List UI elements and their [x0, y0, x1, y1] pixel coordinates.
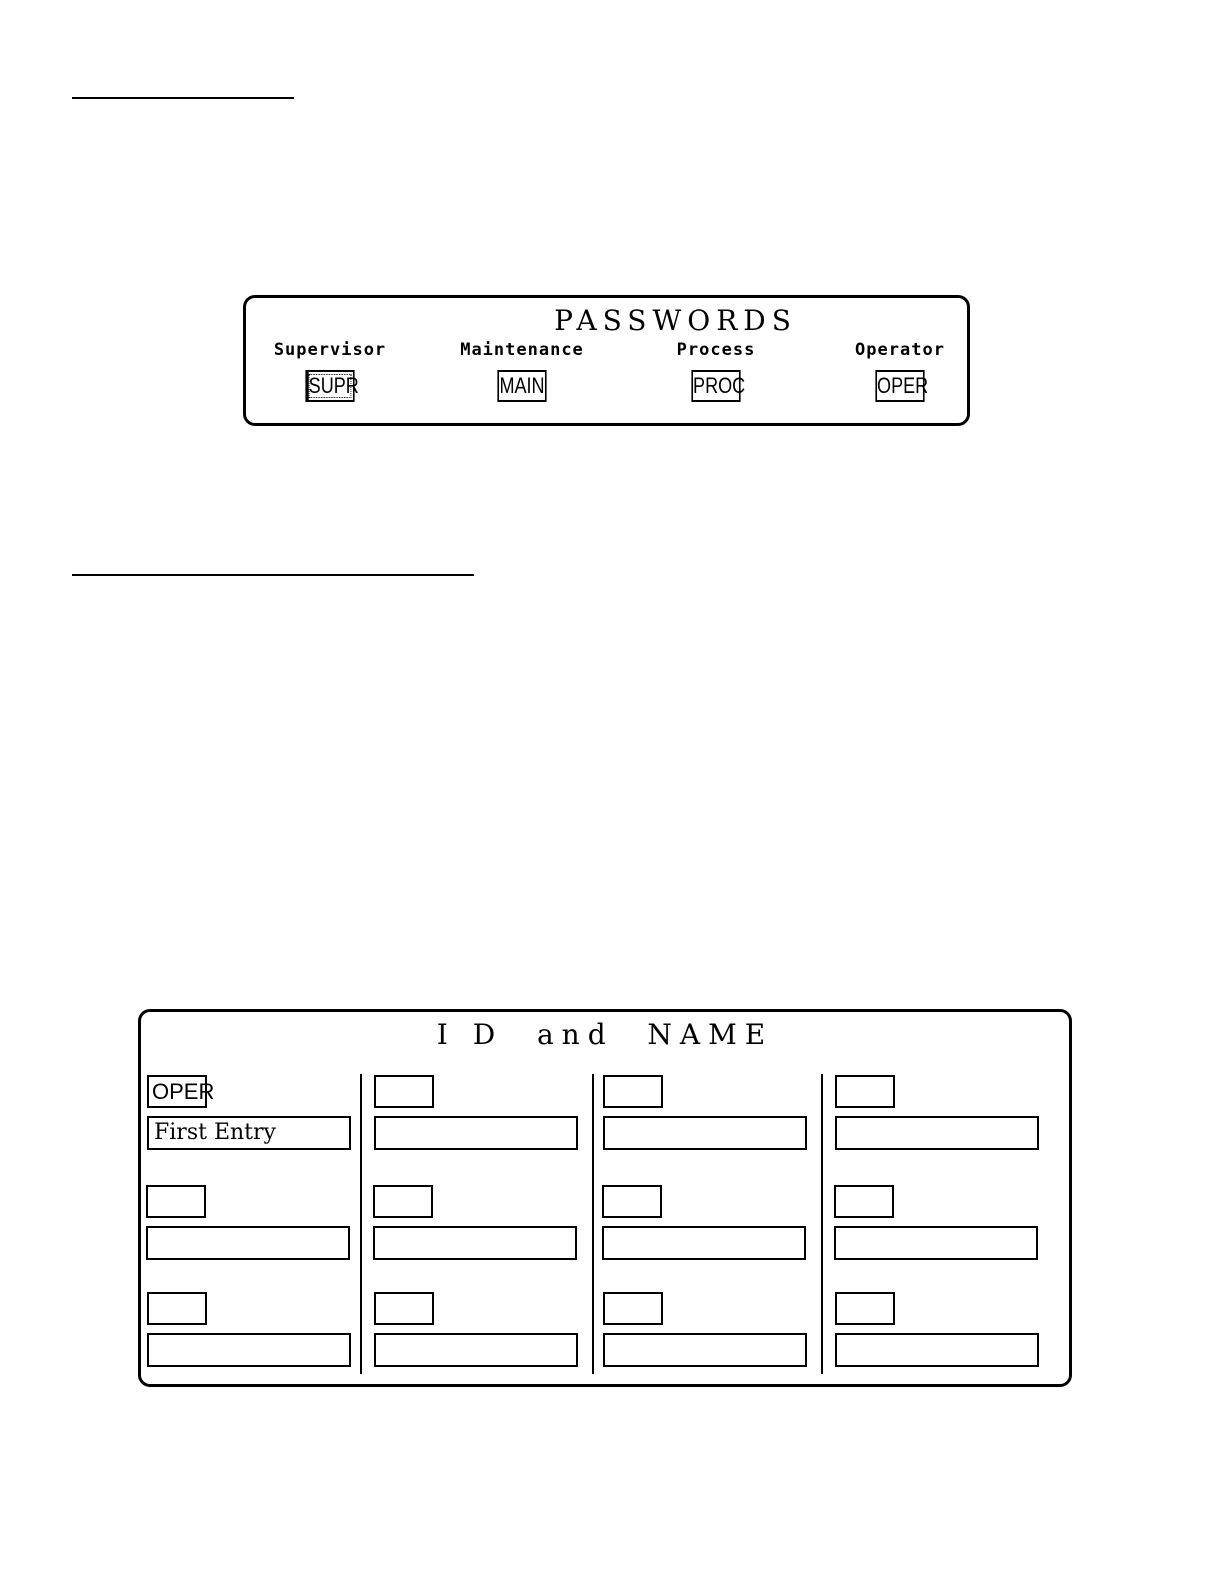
passwords-panel [243, 295, 970, 426]
id-field[interactable] [602, 1185, 662, 1218]
id-field[interactable] [603, 1292, 663, 1325]
name-field[interactable] [146, 1226, 350, 1260]
column-divider [360, 1074, 362, 1374]
supervisor-label: Supervisor [273, 340, 387, 360]
passwords-title: PASSWORDS [554, 304, 797, 337]
name-field[interactable] [603, 1116, 807, 1150]
id-field[interactable] [835, 1075, 895, 1108]
id-field[interactable] [146, 1185, 206, 1218]
operator-label: Operator [855, 340, 945, 360]
id-and-name-title: I D and NAME [436, 1018, 774, 1051]
name-field[interactable] [602, 1226, 806, 1260]
id-field[interactable] [374, 1292, 434, 1325]
id-field[interactable]: OPER [147, 1075, 207, 1108]
process-password-field[interactable]: PROC [691, 370, 740, 402]
process-label: Process [676, 340, 756, 360]
column-divider [821, 1074, 823, 1374]
id-field[interactable] [374, 1075, 434, 1108]
section-rule-1 [72, 97, 294, 99]
name-field[interactable] [834, 1226, 1038, 1260]
section-rule-2 [72, 574, 474, 576]
name-field[interactable] [835, 1116, 1039, 1150]
password-column-maintenance [432, 340, 612, 402]
id-field[interactable] [834, 1185, 894, 1218]
supervisor-password-field[interactable]: SUPR [305, 370, 354, 402]
id-and-name-panel [138, 1009, 1072, 1387]
name-field[interactable] [374, 1333, 578, 1367]
password-column-operator [810, 340, 990, 402]
id-field[interactable] [835, 1292, 895, 1325]
id-field[interactable] [373, 1185, 433, 1218]
column-divider [592, 1074, 594, 1374]
name-field[interactable] [147, 1333, 351, 1367]
name-field[interactable] [835, 1333, 1039, 1367]
name-field[interactable] [373, 1226, 577, 1260]
maintenance-password-field[interactable]: MAIN [497, 370, 546, 402]
name-field[interactable] [603, 1333, 807, 1367]
name-field[interactable]: First Entry [147, 1116, 351, 1150]
maintenance-label: Maintenance [460, 340, 584, 360]
password-column-process [626, 340, 806, 402]
operator-password-field[interactable]: OPER [875, 370, 924, 402]
password-column-supervisor [240, 340, 420, 402]
id-field[interactable] [147, 1292, 207, 1325]
name-field[interactable] [374, 1116, 578, 1150]
id-field[interactable] [603, 1075, 663, 1108]
